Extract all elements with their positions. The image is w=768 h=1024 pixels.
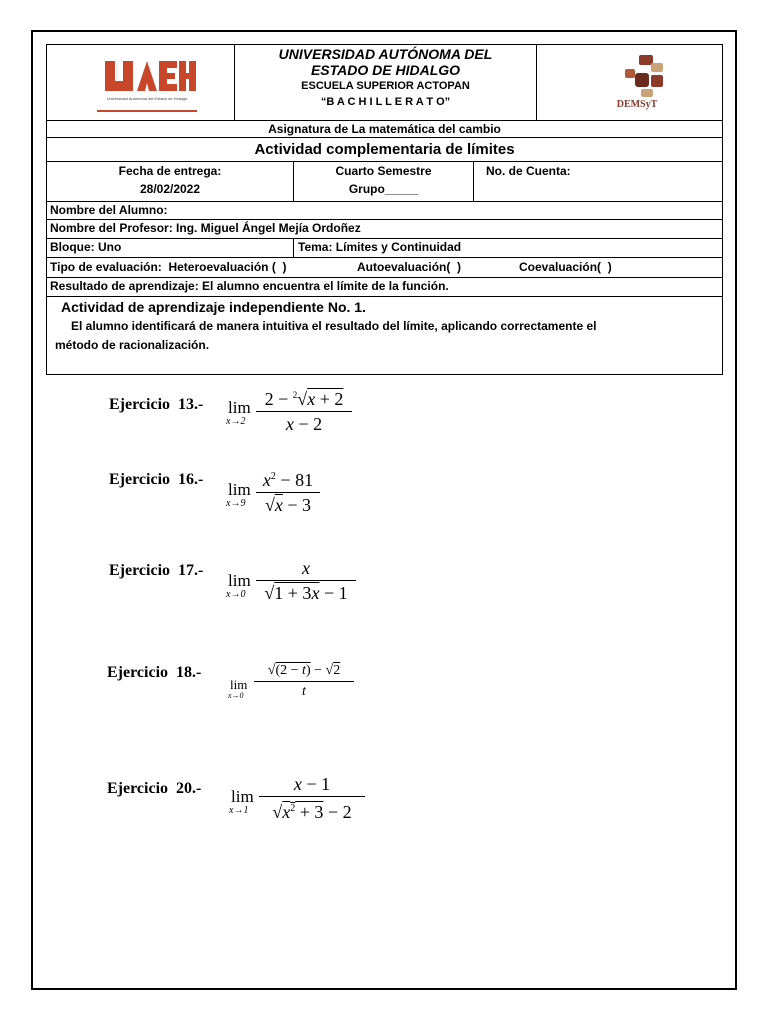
actividad-desc-1: El alumno identificará de manera intuitiva el resultado del límite, aplicando correctamente el	[71, 319, 597, 333]
header-table	[46, 44, 723, 121]
bloque-tema-row	[46, 239, 723, 258]
fraction	[256, 466, 320, 516]
exercise-13-formula	[226, 384, 366, 434]
cuenta-cell	[474, 162, 722, 201]
exercise-16-label: Ejercicio 16.-	[109, 471, 204, 488]
profesor-label: Nombre del Profesor: Ing. Miguel Ángel Mejía Ordoñez	[50, 221, 361, 235]
lim-word: lim	[228, 480, 251, 499]
lim-subscript: x→0	[228, 691, 244, 700]
actividad-desc-2: método de racionalización.	[55, 338, 210, 352]
evaluacion-row	[46, 258, 723, 278]
bloque-cell	[47, 239, 294, 257]
fraction	[259, 773, 365, 823]
uaeh-logo	[97, 55, 197, 115]
left-logo-cell	[47, 45, 235, 120]
denominator: √1 + 3x − 1	[264, 583, 348, 603]
resultado-row	[46, 278, 723, 297]
lim-word: lim	[231, 787, 254, 806]
right-logo-cell	[537, 45, 722, 120]
lim-word: lim	[228, 398, 251, 417]
uaeh-logo-caption: Universidad Autónoma del Estado de Hidalgo	[106, 96, 188, 101]
lim-subscript: x→2	[226, 416, 246, 427]
lim-subscript: x→0	[226, 589, 246, 600]
university-line1: UNIVERSIDAD AUTÓNOMA DEL	[278, 46, 493, 62]
denominator: x − 2	[285, 414, 323, 434]
lim-word: lim	[228, 571, 251, 590]
cuenta-label: No. de Cuenta:	[486, 164, 571, 178]
tema-label: Tema: Límites y Continuidad	[298, 240, 462, 254]
exercise-17-formula	[226, 557, 366, 611]
semestre-label: Cuarto Semestre	[335, 164, 432, 178]
denominator: t	[302, 684, 306, 699]
demsyt-logo	[607, 51, 667, 113]
activity-title-row	[46, 138, 723, 162]
grupo-label: Grupo_____	[348, 182, 419, 196]
university-line2: ESTADO DE HIDALGO	[310, 62, 461, 78]
demsyt-logo-text: DEMSyT	[616, 99, 658, 110]
numerator: x	[302, 558, 310, 578]
exercise-17-label: Ejercicio 17.-	[109, 562, 204, 579]
school-name: ESCUELA SUPERIOR ACTOPAN	[301, 80, 470, 92]
fecha-value: 28/02/2022	[139, 182, 201, 196]
semestre-cell	[294, 162, 474, 201]
alumno-label: Nombre del Alumno:	[50, 203, 168, 217]
actividad-title: Actividad de aprendizaje independiente No. 1.	[61, 299, 366, 315]
fraction	[254, 662, 354, 701]
numerator: x − 1	[293, 774, 331, 794]
lim-subscript: x→1	[229, 805, 249, 816]
coevaluacion-label: Coevaluación( )	[519, 260, 612, 274]
lim-subscript: x→9	[226, 498, 246, 509]
tema-cell	[294, 239, 722, 257]
fraction	[256, 384, 352, 435]
actividad-box	[46, 297, 723, 375]
exercise-13-label: Ejercicio 13.-	[109, 396, 204, 413]
fecha-cell	[47, 162, 294, 201]
fecha-label: Fecha de entrega:	[118, 164, 222, 178]
exercise-18-formula	[228, 662, 358, 708]
info-row	[46, 162, 723, 202]
exercise-18-label: Ejercicio 18.-	[107, 664, 202, 681]
autoevaluacion-label: Autoevaluación( )	[357, 260, 462, 274]
subject-label: Asignatura de La matemática del cambio	[268, 122, 501, 136]
program-name: “B A C H I L L E R A T O”	[320, 96, 451, 108]
lim-word: lim	[230, 677, 248, 692]
subject-row	[46, 121, 723, 138]
numerator: $x^2 - 81$	[262, 470, 314, 490]
numerator: √(2 − t) − √2	[267, 663, 341, 678]
exercise-20-formula	[229, 773, 379, 827]
denominator: √x − 3	[264, 495, 312, 515]
profesor-row	[46, 220, 723, 239]
denominator: $√x^2 + 3 - 2$	[272, 802, 352, 822]
exercise-20-label: Ejercicio 20.-	[107, 780, 202, 797]
bloque-label: Bloque: Uno	[50, 240, 122, 254]
numerator: 2 − $^2$√x + 2	[264, 389, 344, 409]
fraction	[256, 557, 356, 604]
evaluacion-tipo: Tipo de evaluación: Heteroevaluación ( )	[50, 260, 287, 274]
alumno-row	[46, 202, 723, 220]
resultado-label: Resultado de aprendizaje: El alumno encuentra el límite de la función.	[50, 279, 449, 293]
title-cell	[235, 45, 537, 120]
exercise-16-formula	[226, 466, 336, 520]
activity-title: Actividad complementaria de límites	[254, 141, 515, 158]
